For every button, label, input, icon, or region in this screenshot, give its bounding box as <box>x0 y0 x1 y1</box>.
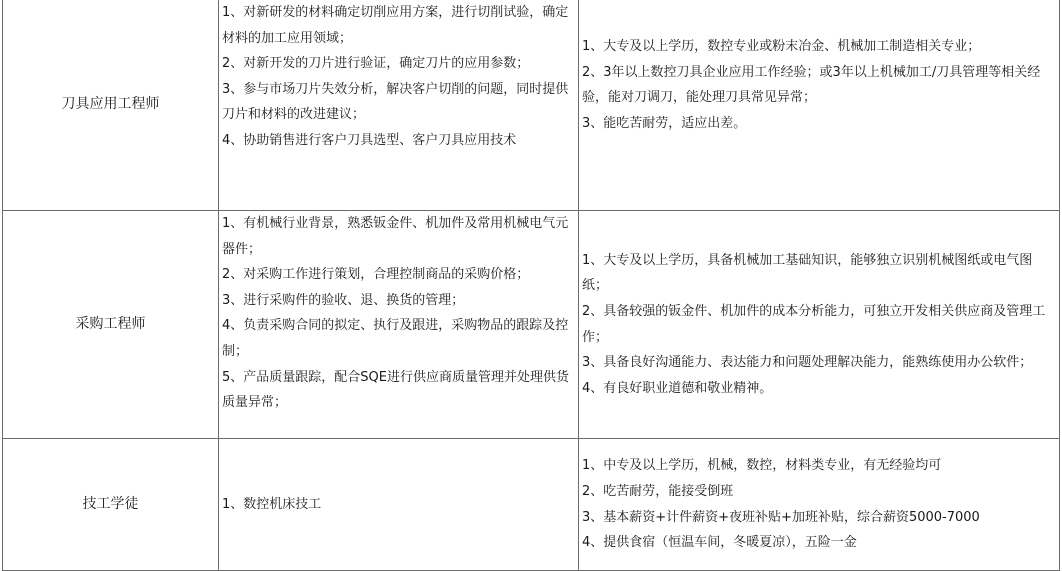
requirement-item: 2、具备较强的钣金件、机加件的成本分析能力，可独立开发相关供应商及管理工作； <box>582 303 1046 345</box>
requirement-item: 3、具备良好沟通能力、表达能力和问题处理解决能力，能熟练使用办公软件； <box>582 355 1033 371</box>
duty-item: 3、参与市场刀片失效分析，解决客户切削的问题，同时提供刀片和材料的改进建议； <box>222 81 569 123</box>
table-row <box>3 0 1060 211</box>
requirement-item: 1、大专及以上学历，数控专业或粉末冶金、机械加工制造相关专业； <box>582 39 981 54</box>
requirement-item: 1、中专及以上学历，机械，数控，材料类专业，有无经验均可 <box>582 458 942 474</box>
job-title-cell[interactable]: 采购工程师 <box>3 211 219 439</box>
requirement-item: 3、能吃苦耐劳，适应出差。 <box>582 115 747 131</box>
requirement-item: 4、有良好职业道德和敬业精神。 <box>582 380 773 396</box>
duty-item: 1、对新研发的材料确定切削应用方案，进行切削试验，确定材料的加工应用领域； <box>222 5 569 46</box>
duty-item: 1、有机械行业背景，熟悉钣金件、机加件及常用机械电气元器件； <box>222 216 569 257</box>
duty-item: 4、负责采购合同的拟定、执行及跟进，采购物品的跟踪及控制； <box>222 318 569 359</box>
job-title-cell[interactable]: 刀具应用工程师 <box>3 0 219 211</box>
duty-item: 1、数控机床技工 <box>222 496 322 512</box>
requirements-cell[interactable] <box>579 211 1060 439</box>
job-title-cell[interactable]: 技工学徒 <box>3 439 219 571</box>
requirement-item: 2、3年以上数控刀具企业应用工作经验；或3年以上机械加工/刀具管理等相关经验，能对刀调刀，能处理刀具常见异常； <box>582 64 1041 106</box>
table-row <box>3 439 1060 571</box>
requirement-item: 2、吃苦耐劳，能接受倒班 <box>582 483 734 499</box>
duties-cell[interactable] <box>219 211 579 439</box>
requirements-cell[interactable] <box>579 0 1060 211</box>
duty-item: 2、对采购工作进行策划，合理控制商品的采购价格； <box>222 267 530 283</box>
requirement-item: 3、基本薪资+计件薪资+夜班补贴+加班补贴，综合薪资5000-7000 <box>582 509 980 525</box>
requirements-cell[interactable] <box>579 439 1060 571</box>
duties-cell[interactable] <box>219 439 579 571</box>
requirement-item: 1、大专及以上学历，具备机械加工基础知识，能够独立识别机械图纸或电气图纸； <box>582 252 1033 294</box>
duties-cell[interactable] <box>219 0 579 211</box>
duty-item: 5、产品质量跟踪，配合SQE进行供应商质量管理并处理供货质量异常； <box>222 369 569 411</box>
table-row <box>3 211 1060 439</box>
requirement-item: 4、提供食宿（恒温车间，冬暖夏凉），五险一金 <box>582 535 857 551</box>
duty-item: 3、进行采购件的验收、退、换货的管理； <box>222 292 465 308</box>
duty-item: 4、协助销售进行客户刀具选型、客户刀具应用技术 <box>222 132 517 148</box>
job-table <box>2 0 1060 571</box>
duty-item: 2、对新开发的刀片进行验证，确定刀片的应用参数； <box>222 56 530 72</box>
